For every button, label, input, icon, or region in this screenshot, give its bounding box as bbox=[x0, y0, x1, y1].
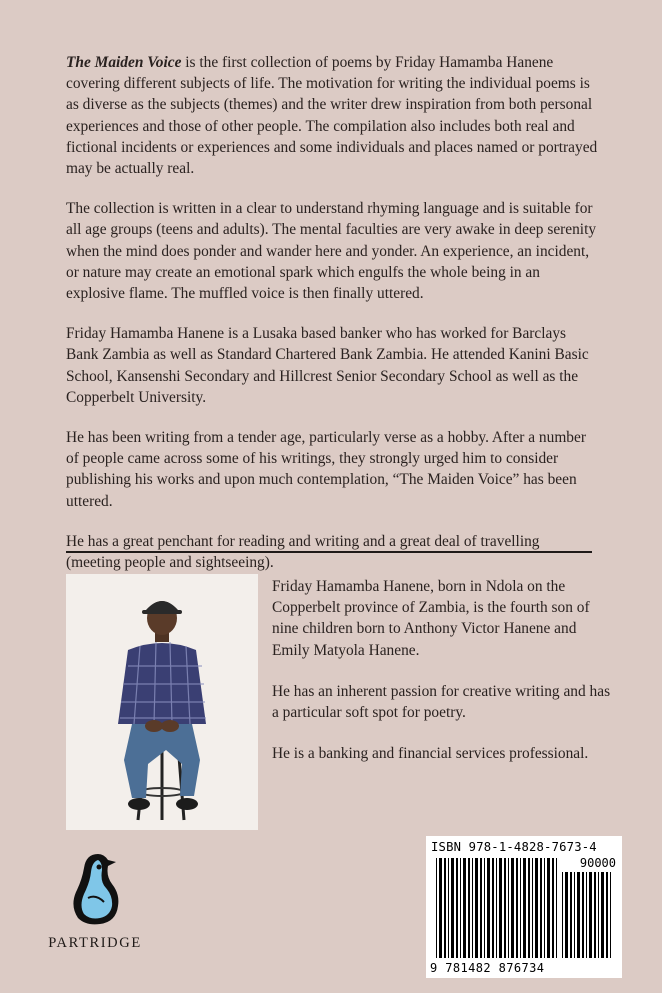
barcode-bar bbox=[552, 858, 554, 958]
bird-icon bbox=[66, 850, 124, 928]
barcode-bar bbox=[556, 858, 557, 958]
divider bbox=[66, 551, 592, 553]
author-photo bbox=[66, 574, 258, 830]
blurb-paragraph-1-text: is the first collection of poems by Friday Hamamba Hanene covering different subjects of life. The motivation for writing the individual poems is as diverse as the subjects (themes) and the writer drew inspiration from both personal experiences and those of other people. The compilation also includes both real and fictional incidents or experiences and some individuals and places named or portrayed may be actually real. bbox=[66, 54, 598, 178]
barcode-bar bbox=[594, 872, 596, 958]
barcode-bar bbox=[562, 872, 563, 958]
barcode-bars-addon bbox=[562, 872, 614, 958]
barcode-bar bbox=[480, 858, 482, 958]
barcode-bar bbox=[508, 858, 509, 958]
author-bio bbox=[272, 576, 612, 784]
barcode-bar bbox=[472, 858, 473, 958]
barcode-bar bbox=[577, 872, 580, 958]
book-title: The Maiden Voice bbox=[66, 54, 182, 71]
barcode-bar bbox=[456, 858, 458, 958]
blurb-paragraph-1 bbox=[66, 52, 598, 179]
barcode-bar bbox=[511, 858, 514, 958]
barcode-bar bbox=[475, 858, 478, 958]
blurb-paragraph-2: The collection is written in a clear to understand rhyming language and is suitable for all age groups (teens and adults). The mental faculties are very awake in deep serenity when the mind does ponder and wander here and yonder. An experience, an incident, or nature may create an emotional spark which engulfs the whole being in an explosive flame. The muffled voice is then finally uttered. bbox=[66, 200, 597, 303]
barcode-bar bbox=[565, 872, 568, 958]
barcode-bar bbox=[460, 858, 461, 958]
barcode-bar bbox=[463, 858, 466, 958]
blurb-paragraph-4: He has been writing from a tender age, particularly verse as a hobby. After a number of people came across some of his writings, they strongly urged him to consider publishing his works and upon much contemplation, “The Maiden Voice” has been uttered. bbox=[66, 429, 586, 510]
barcode-bar bbox=[444, 858, 446, 958]
barcode-bar bbox=[582, 872, 584, 958]
publisher-logo bbox=[40, 850, 150, 970]
barcode-bar bbox=[499, 858, 502, 958]
author-photo-illustration bbox=[66, 574, 258, 830]
barcode-bar bbox=[589, 872, 592, 958]
barcode-bar bbox=[448, 858, 449, 958]
barcode-bar bbox=[540, 858, 542, 958]
barcode-bar bbox=[586, 872, 587, 958]
barcode-bar bbox=[574, 872, 575, 958]
barcode-bar bbox=[468, 858, 470, 958]
barcode-bar bbox=[520, 858, 521, 958]
publisher-name: PARTRIDGE bbox=[48, 935, 142, 951]
blurb-paragraph-5: He has a great penchant for reading and writing and a great deal of travelling (meeting people and sightseeing). bbox=[66, 532, 540, 572]
barcode-bar bbox=[528, 858, 530, 958]
barcode-bar bbox=[570, 872, 572, 958]
barcode-bar bbox=[544, 858, 545, 958]
barcode-bar bbox=[487, 858, 490, 958]
barcode-bar bbox=[532, 858, 533, 958]
barcode-bar bbox=[436, 858, 437, 958]
barcode-bar bbox=[439, 858, 442, 958]
barcode-bars-main bbox=[436, 858, 558, 958]
barcode-bar bbox=[547, 858, 550, 958]
barcode-bar bbox=[484, 858, 485, 958]
blurb-paragraph-3: Friday Hamamba Hanene is a Lusaka based banker who has worked for Barclays Bank Zambia as well as Standard Chartered Bank Zambia. He attended Kanini Basic School, Kansenshi Secondary and Hillcrest Senior Secondary School as well as the Copperbelt University. bbox=[66, 325, 589, 406]
barcode-bar bbox=[535, 858, 538, 958]
barcode-bar bbox=[610, 872, 611, 958]
barcode-bar bbox=[606, 872, 608, 958]
barcode-bar bbox=[492, 858, 494, 958]
barcode-bar bbox=[496, 858, 497, 958]
barcode-bar bbox=[601, 872, 604, 958]
bio-paragraph-2: He has an inherent passion for creative writing and has a particular soft spot for poetry. bbox=[272, 682, 611, 722]
barcode-bar bbox=[451, 858, 454, 958]
back-cover-blurb bbox=[66, 52, 598, 592]
bio-paragraph-3: He is a banking and financial services professional. bbox=[272, 745, 589, 763]
barcode-bar bbox=[598, 872, 599, 958]
barcode-bar bbox=[504, 858, 506, 958]
price-code: 90000 bbox=[579, 856, 616, 870]
isbn-barcode bbox=[426, 836, 622, 978]
isbn-label: ISBN 978-1-4828-7673-4 bbox=[431, 840, 597, 854]
barcode-bar bbox=[523, 858, 526, 958]
barcode-bar bbox=[516, 858, 518, 958]
bio-paragraph-1: Friday Hamamba Hanene, born in Ndola on the Copperbelt province of Zambia, is the fourth son of nine children born to Anthony Victor Hanene and Emily Matyola Hanene. bbox=[272, 578, 590, 659]
barcode-digits: 9 781482 876734 bbox=[430, 961, 545, 975]
